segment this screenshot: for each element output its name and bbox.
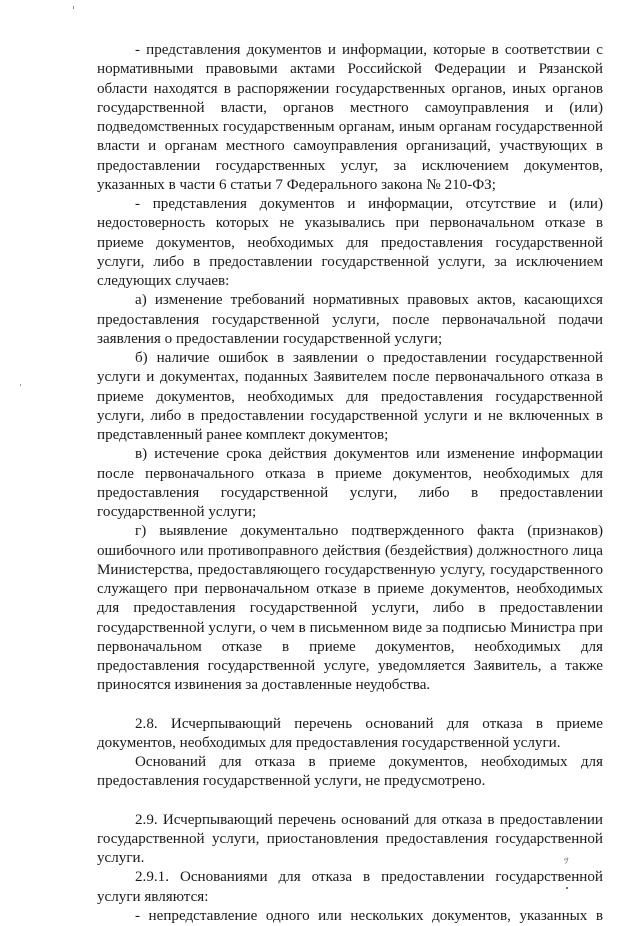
paragraph-item-v: в) истечение срока действия документов или изменение информации после первоначального отказа в приеме документов, необходимых для предоставления государственной услуги, либо в предоставлении государственной услуги; [97, 446, 603, 520]
section-gap [97, 792, 603, 811]
page-corner-mark: ﾂ [564, 857, 569, 867]
scan-speck-top [73, 6, 74, 9]
paragraph-bullet-documents-in-possession: - представления документов и информации, которые в соответствии с нормативными правовыми актами Российской Федерации и Рязанской области находятся в распоряжении государственных органов, иных органов государственной власти, органов местного самоуправления и (или) подведомственных государственным органам, иным органам государственной власти и органам местного самоуправления организаций, участвующих в предоставлении государственных услуг, за исключением документов, указанных в части 6 статьи 7 Федерального закона № 210-ФЗ; [97, 42, 603, 193]
section-gap [97, 696, 603, 715]
paragraph-item-b: б) наличие ошибок в заявлении о предоставлении государственной услуги и документах, поданных Заявителем после первоначального отказа в приеме документов, необходимых для предоставления государственной услуги, либо в предоставлении государственной услуги и не включенных в представленный ранее комплект документов; [97, 350, 603, 443]
scan-speck-left [20, 384, 21, 386]
paragraph-bullet-non-submission: - непредставление одного или нескольких документов, указанных в [135, 907, 603, 924]
page-dot-mark [566, 887, 568, 889]
paragraph-section-2-9: 2.9. Исчерпывающий перечень оснований для отказа в предоставлении государственной услуги, приостановления предоставления государственной услуги. [97, 811, 603, 866]
paragraph-item-a: а) изменение требований нормативных правовых актов, касающихся предоставления государственной услуги, после первоначальной подачи заявления о предоставлении государственной услуги; [97, 292, 603, 347]
document-page [97, 41, 603, 926]
paragraph-section-2-9-1: 2.9.1. Основаниями для отказа в предоставлении государственной услуги являются: [97, 869, 603, 905]
paragraph-item-g: г) выявление документально подтвержденного факта (признаков) ошибочного или противоправного действия (бездействия) должностного лица Министерства, предоставляющего государственную услугу, государственного служащего при первоначальном отказе в приеме документов, необходимых для предоставления государственной услуги, либо в предоставлении государственной услуги, о чем в письменном виде за подписью Министра при первоначальном отказе в приеме документов, необходимых для предоставления государственной услуге, уведомляется Заявитель, а также приносятся извинения за доставленные неудобства. [97, 523, 603, 694]
paragraph-bullet-documents-not-indicated: - представления документов и информации, отсутствие и (или) недостоверность которых не указывались при первоначальном отказе в приеме документов, необходимых для предоставления государственной услуги, либо в предоставлении государственной услуги, за исключением следующих случаев: [97, 196, 603, 289]
paragraph-section-2-8-body: Оснований для отказа в приеме документов, необходимых для предоставления государственной услуги, не предусмотрено. [97, 754, 603, 790]
paragraph-section-2-8: 2.8. Исчерпывающий перечень оснований для отказа в приеме документов, необходимых для предоставления государственной услуги. [97, 715, 603, 751]
